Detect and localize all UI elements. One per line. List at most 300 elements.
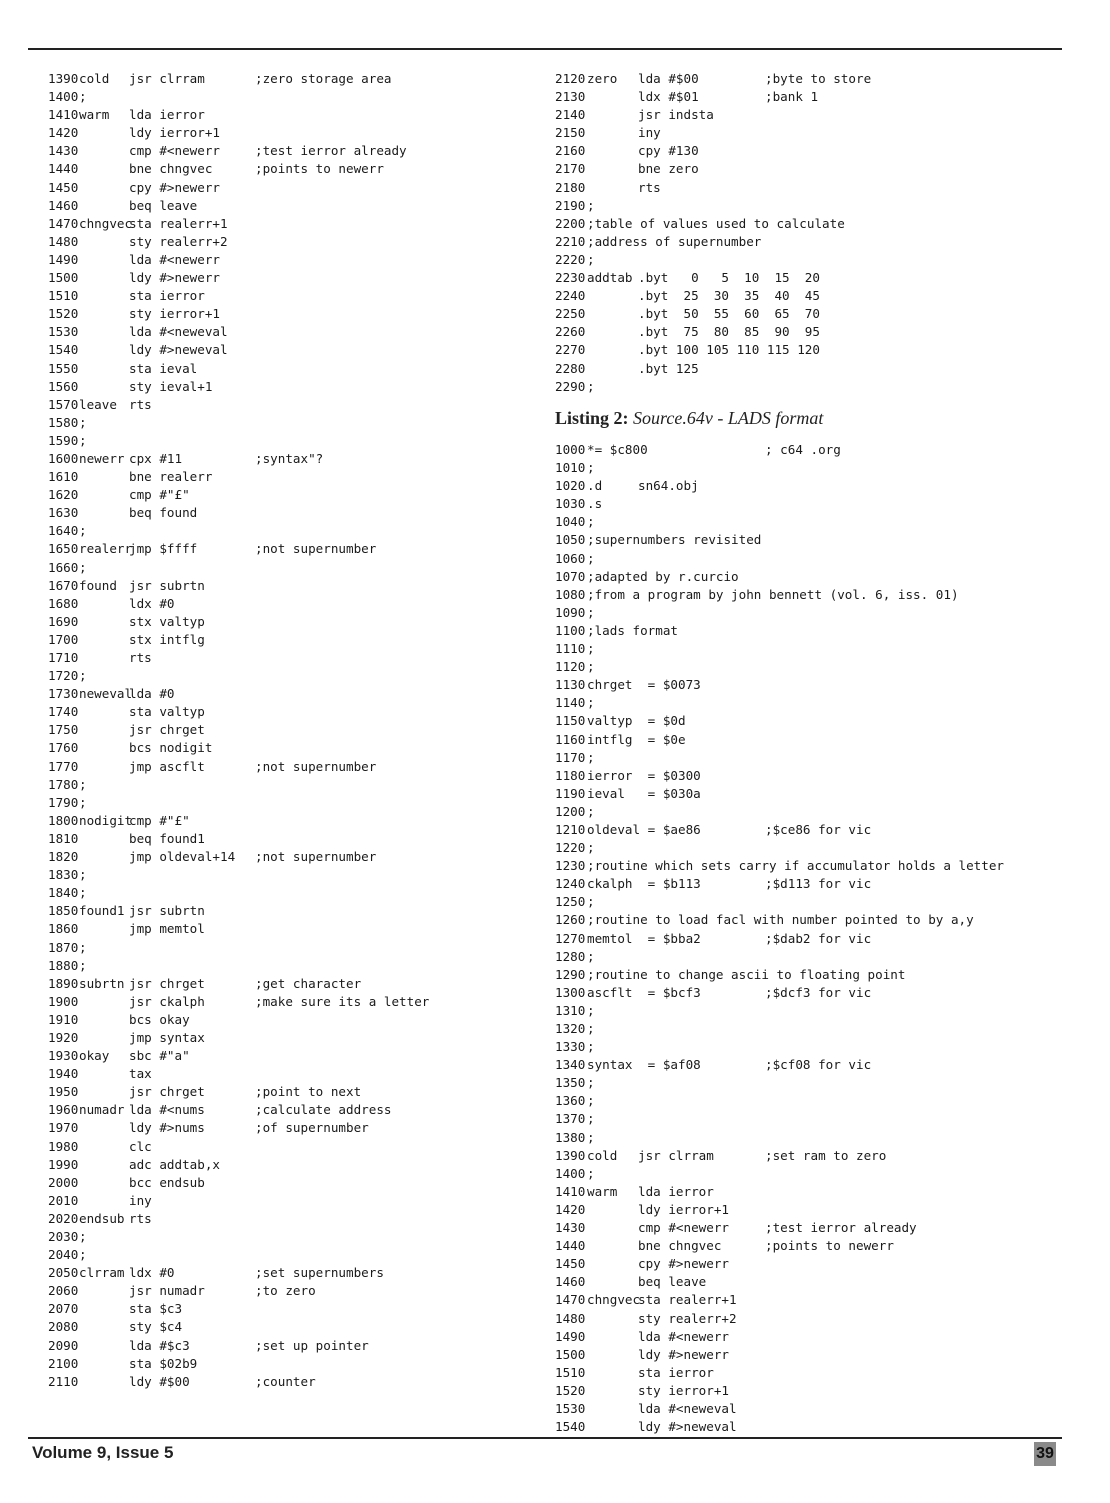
code-operation: sta realerr+1 [638,1292,737,1308]
code-label: ; [79,1229,87,1244]
code-label: ; [79,867,87,883]
code-line [555,1129,1075,1147]
code-line [555,712,1075,730]
code-line [555,1346,1075,1364]
code-label: valtyp = $0d [587,713,686,729]
line-number: 1630 [48,505,79,521]
line-number: 1320 [555,1021,586,1036]
line-number: 1020 [555,478,586,494]
code-line [555,477,1075,495]
line-number: 1640 [48,523,79,539]
line-number: 2090 [48,1337,79,1353]
code-label: realerr [79,541,133,557]
code-operation: jmp ascflt [129,758,205,774]
code-label: ; [587,251,595,267]
line-number: 2250 [555,306,586,322]
code-operation: bcs okay [129,1011,190,1027]
line-number: 1370 [555,1111,586,1127]
code-operation: jsr ckalph [129,993,205,1009]
code-operation: sta ieval [129,360,198,376]
code-label: ; [587,1129,595,1145]
code-line [48,1282,518,1300]
line-number: 1450 [48,179,79,195]
code-operation: rts [129,650,152,665]
code-line [555,142,1075,160]
code-label: ; [587,1021,595,1036]
code-operation: sty ieval+1 [129,378,213,394]
code-line [48,667,518,685]
line-number: 1820 [48,849,79,865]
line-number: 1460 [555,1274,586,1290]
line-number: 1750 [48,722,79,738]
line-number: 2120 [555,71,586,86]
code-line [555,785,1075,803]
code-operation: sta ierror [638,1364,714,1380]
code-line [48,739,518,757]
code-line [555,1020,1075,1038]
line-number: 1500 [48,270,79,286]
code-comment: ;bank 1 [765,89,819,105]
line-number: 1210 [555,821,586,837]
code-label: ; [587,514,595,530]
code-operation: sn64.obj [638,478,699,494]
code-line [48,396,518,414]
code-label: clrram [79,1265,125,1281]
code-comment: ;calculate address [255,1102,392,1118]
code-operation: ldx #$01 [638,89,699,105]
code-line [555,676,1075,694]
line-number: 1090 [555,604,586,620]
code-operation: jsr chrget [129,722,205,738]
code-comment: ;of supernumber [255,1120,369,1136]
code-label: ;table of values used to calculate [587,215,845,231]
code-line [48,215,518,233]
code-label: ;from a program by john bennett (vol. 6, iss. 01) [587,586,959,602]
line-number: 1830 [48,867,79,883]
code-label: ;supernumbers revisited [587,532,762,548]
code-operation: ldy #>neweval [638,1419,737,1435]
line-number: 1660 [48,559,79,575]
code-operation: sta $02b9 [129,1355,198,1371]
line-number: 1880 [48,957,79,973]
code-line [48,305,518,323]
code-line [48,794,518,812]
line-number: 1950 [48,1084,79,1100]
code-line [555,694,1075,712]
line-number: 1860 [48,921,79,937]
code-line [555,1291,1075,1309]
code-line [555,893,1075,911]
code-line [48,649,518,667]
code-comment: ;points to newerr [765,1238,894,1254]
code-line [48,758,518,776]
code-line [48,920,518,938]
code-line [555,70,1075,88]
code-operation: bne realerr [129,469,213,485]
code-label: ;routine to load facl with number pointed to by a,y [587,912,974,928]
code-comment: ;points to newerr [255,161,384,177]
code-line [48,1138,518,1156]
code-label: syntax = $af08 [587,1057,701,1073]
code-comment: ;get character [255,975,362,991]
code-operation: lda #<nums [129,1102,205,1118]
code-label: ;routine to change ascii to floating point [587,966,906,982]
code-label: ; [587,1093,595,1109]
code-line [555,857,1075,875]
code-line [48,522,518,540]
line-number: 1580 [48,414,79,430]
line-number: 2030 [48,1229,79,1244]
code-line [48,613,518,631]
code-line [48,70,518,88]
code-label: intflg = $0e [587,731,686,747]
line-number: 1530 [48,324,79,340]
code-line [48,776,518,794]
code-operation: .byt 25 30 35 40 45 [638,288,820,304]
code-line [48,1228,518,1246]
line-number: 1620 [48,487,79,503]
code-operation: beq leave [129,197,198,213]
line-number: 1070 [555,568,586,584]
code-label: ; [79,559,87,575]
code-label: ; [79,89,87,105]
code-line [555,1056,1075,1074]
line-number: 1730 [48,686,79,702]
code-line [48,160,518,178]
code-label: ; [587,378,595,394]
code-line [555,821,1075,839]
code-line [555,378,1075,396]
code-line [48,1011,518,1029]
code-comment: ;set supernumbers [255,1265,384,1281]
code-operation: jsr subrtn [129,577,205,593]
code-line [555,160,1075,178]
code-label: zero [587,71,618,86]
line-number: 1060 [555,550,586,566]
line-number: 2240 [555,288,586,304]
code-line [555,341,1075,359]
line-number: 1240 [555,876,586,892]
code-operation: .byt 50 55 60 65 70 [638,306,820,322]
line-number: 1400 [48,89,79,105]
code-line [48,957,518,975]
line-number: 1110 [555,641,586,657]
line-number: 1350 [555,1075,586,1091]
line-number: 1960 [48,1102,79,1118]
code-operation: jsr chrget [129,975,205,991]
line-number: 1330 [555,1039,586,1055]
line-number: 1900 [48,993,79,1009]
code-line [555,1328,1075,1346]
code-comment: ;counter [255,1373,316,1389]
code-label: ; [587,1002,595,1018]
code-operation: cpy #130 [638,143,699,159]
line-number: 1140 [555,695,586,711]
line-number: 1080 [555,586,586,602]
bottom-rule [28,1437,1062,1439]
code-line [48,1300,518,1318]
code-operation: lda #<neweval [129,324,228,340]
code-comment: ;make sure its a letter [255,993,430,1009]
code-line [555,1237,1075,1255]
line-number: 1520 [48,306,79,322]
code-label: ; [79,794,87,810]
code-operation: lda #$00 [638,71,699,86]
code-operation: lda #$c3 [129,1337,190,1353]
line-number: 1220 [555,840,586,856]
code-line [48,830,518,848]
code-label: ; [587,1165,595,1181]
line-number: 1100 [555,622,586,638]
code-line [48,124,518,142]
code-operation: ldy #>nums [129,1120,205,1136]
code-operation: sty ierror+1 [129,306,220,322]
line-number: 2150 [555,125,586,141]
code-operation: ldy #$00 [129,1373,190,1389]
line-number: 2290 [555,378,586,394]
line-number: 1420 [48,125,79,141]
code-line [555,106,1075,124]
code-comment: ;test ierror already [255,143,407,159]
listing-column-right-bottom [555,441,1075,1436]
code-operation: bne zero [638,161,699,177]
code-line [48,432,518,450]
line-number: 2190 [555,197,586,213]
code-line [555,568,1075,586]
top-rule [28,48,1062,50]
code-label: ; [587,604,595,620]
code-label: addtab [587,270,633,286]
line-number: 1490 [555,1328,586,1344]
code-operation: bne chngvec [129,161,213,177]
code-label: found1 [79,903,125,919]
code-operation: sty realerr+2 [129,233,228,249]
code-operation: sta $c3 [129,1301,183,1317]
line-number: 1390 [48,71,79,86]
code-comment: ;$dcf3 for vic [765,984,872,1000]
line-number: 1530 [555,1400,586,1416]
code-comment: ;not supernumber [255,541,377,557]
code-operation: stx intflg [129,631,205,647]
code-label: ; [79,957,87,973]
code-label: ; [587,460,595,476]
code-operation: rts [638,179,661,195]
line-number: 2070 [48,1301,79,1317]
code-operation: lda #<newerr [638,1328,729,1344]
line-number: 1440 [48,161,79,177]
code-line [555,1074,1075,1092]
line-number: 1390 [555,1147,586,1163]
code-label: oldeval = $ae86 [587,821,701,837]
code-comment: ;not supernumber [255,849,377,865]
listing-2-label: Listing 2: [555,408,629,428]
listing-2-name: Source.64v - LADS format [628,408,824,428]
code-line [48,197,518,215]
code-label: found [79,577,117,593]
line-number: 1410 [555,1183,586,1199]
line-number: 1460 [48,197,79,213]
line-number: 1540 [48,342,79,358]
line-number: 1500 [555,1346,586,1362]
code-operation: iny [129,1192,152,1208]
code-operation: iny [638,125,661,141]
code-line [48,1355,518,1373]
code-line [555,911,1075,929]
line-number: 1010 [555,460,586,476]
line-number: 2000 [48,1174,79,1190]
code-label: ;lads format [587,622,678,638]
code-line [48,1065,518,1083]
code-label: ; [587,550,595,566]
code-line [555,513,1075,531]
code-line [555,731,1075,749]
code-operation: stx valtyp [129,613,205,629]
code-line [48,721,518,739]
code-operation: ldy ierror+1 [638,1201,729,1217]
code-label: newerr [79,450,125,466]
code-line [48,559,518,577]
line-number: 2260 [555,324,586,340]
line-number: 1920 [48,1029,79,1045]
code-operation: ldy ierror+1 [129,125,220,141]
line-number: 1030 [555,496,586,512]
code-operation: sty $c4 [129,1319,183,1335]
code-label: okay [79,1048,110,1064]
line-number: 2270 [555,342,586,358]
line-number: 1470 [555,1292,586,1308]
code-label: chngvec [79,215,133,231]
code-line [555,930,1075,948]
line-number: 1480 [555,1310,586,1326]
code-operation: beq found [129,505,198,521]
code-label: ; [587,749,595,765]
line-number: 1780 [48,776,79,792]
code-line [555,1165,1075,1183]
code-label: ;routine which sets carry if accumulator holds a letter [587,858,1005,874]
code-comment: ;point to next [255,1084,362,1100]
code-line [48,269,518,287]
code-label: nodigit [79,812,133,828]
code-label: ; [587,659,595,675]
line-number: 1790 [48,794,79,810]
line-number: 2050 [48,1265,79,1281]
listing-column-right-top [555,70,1075,396]
code-label: ; [79,414,87,430]
code-label: endsub [79,1210,125,1226]
code-operation: rts [129,1210,152,1226]
code-comment: ;$cf08 for vic [765,1057,872,1073]
code-line [48,142,518,160]
line-number: 1650 [48,541,79,557]
line-number: 2140 [555,107,586,123]
code-operation: lda #0 [129,686,175,702]
code-line [555,305,1075,323]
code-line [555,1038,1075,1056]
code-operation: jsr chrget [129,1084,205,1100]
code-operation: cpy #>newerr [129,179,220,195]
code-label: chngvec [587,1292,641,1308]
code-line [555,1110,1075,1128]
line-number: 1190 [555,785,586,801]
code-line [48,812,518,830]
code-line [555,1418,1075,1436]
line-number: 1000 [555,442,586,457]
code-line [555,233,1075,251]
line-number: 1840 [48,885,79,901]
line-number: 2100 [48,1355,79,1371]
code-line [48,486,518,504]
line-number: 2060 [48,1283,79,1299]
line-number: 1290 [555,966,586,982]
code-operation: jsr clrram [638,1147,714,1163]
code-line [555,531,1075,549]
line-number: 1230 [555,858,586,874]
code-line [555,1147,1075,1165]
code-operation: jsr clrram [129,71,205,86]
line-number: 1720 [48,668,79,684]
code-label: neweval [79,686,133,702]
code-label: ;adapted by r.curcio [587,568,739,584]
code-line [48,106,518,124]
code-label: ;address of supernumber [587,233,762,249]
code-label: ; [587,1075,595,1091]
code-label: ; [79,668,87,684]
code-line [48,323,518,341]
code-operation: jmp syntax [129,1029,205,1045]
code-operation: tax [129,1066,152,1082]
code-line [48,939,518,957]
code-line [555,586,1075,604]
line-number: 1040 [555,514,586,530]
code-line [555,1273,1075,1291]
line-number: 1710 [48,650,79,665]
line-number: 1890 [48,975,79,991]
code-line [555,197,1075,215]
code-label: ; [587,197,595,213]
line-number: 1770 [48,758,79,774]
code-operation: bne chngvec [638,1238,722,1254]
code-operation: sta valtyp [129,704,205,720]
code-line [48,179,518,197]
code-comment: ;set up pointer [255,1337,369,1353]
line-number: 1300 [555,984,586,1000]
code-line [48,287,518,305]
code-operation: beq leave [638,1274,707,1290]
code-operation: jsr indsta [638,107,714,123]
line-number: 1520 [555,1382,586,1398]
code-label: ; [79,523,87,539]
code-label: leave [79,396,117,412]
code-operation: adc addtab,x [129,1156,220,1172]
code-line [555,1183,1075,1201]
code-operation: lda #<newerr [129,251,220,267]
code-operation: sbc #"a" [129,1048,190,1064]
code-line [555,658,1075,676]
line-number: 1910 [48,1011,79,1027]
code-operation: jmp oldeval+14 [129,849,236,865]
line-number: 1870 [48,939,79,955]
code-line [555,459,1075,477]
line-number: 2040 [48,1247,79,1263]
code-line [48,884,518,902]
code-operation: cmp #<newerr [638,1220,729,1236]
code-label: ; [587,1111,595,1127]
line-number: 1680 [48,595,79,611]
code-line [48,504,518,522]
code-line [48,848,518,866]
line-number: 1420 [555,1201,586,1217]
line-number: 1850 [48,903,79,919]
